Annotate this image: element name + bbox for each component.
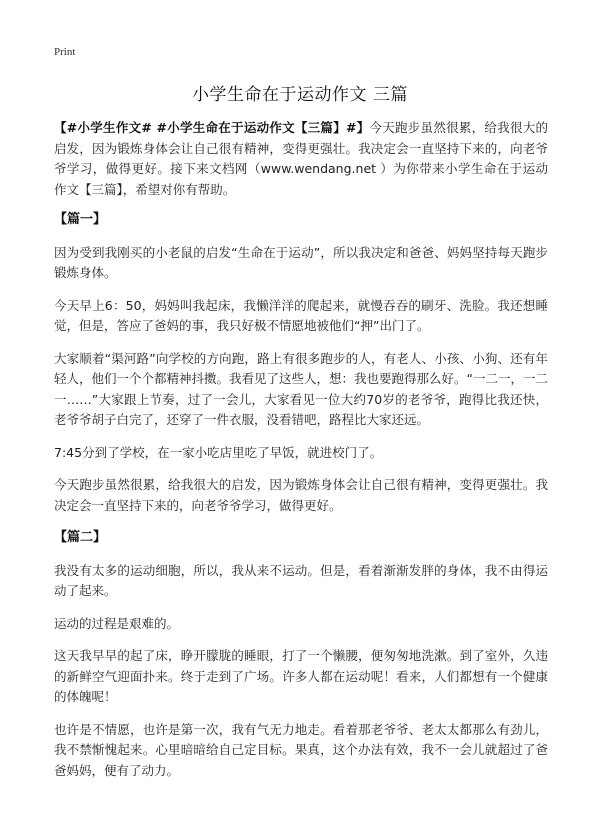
print-label: Print — [54, 46, 76, 58]
intro-text: 今天跑步虽然很累，给我很大的启发，因为锻炼身体会让自己很有精神，变得更强壮。我决定会一直坚持下来的，向老爷爷学习，做得更好。接下来文档网（www.wendang.net ）为你带来小学生命在于运动作文【三篇】，希望对你有帮助。 — [54, 120, 548, 197]
paragraph: 我没有太多的运动细胞，所以，我从来不运动。但是，看着渐渐发胖的身体，我不由得运动了起来。 — [54, 562, 548, 598]
document-title: 小学生命在于运动作文 三篇 — [192, 85, 408, 105]
paragraph: 今天早上6：50，妈妈叫我起床，我懒洋洋的爬起来，就慢吞吞的刷牙、洗脸。我还想睡觉，但是，答应了爸妈的事，我只好极不情愿地被他们“押”出门了。 — [54, 297, 548, 333]
paragraph: 运动的过程是艰难的。 — [54, 615, 180, 631]
paragraph: 这天我早早的起了床，睁开朦胧的睡眼，打了一个懒腰，便匆匆地洗漱。到了室外，久违的新鲜空气迎面扑来。终于走到了广场。许多人都在运动呢！看来，人们都想有一个健康的体魄呢！ — [54, 648, 548, 704]
paragraph: 7:45分到了学校，在一家小吃店里吃了早饭，就进校门了。 — [54, 444, 383, 460]
paragraph: 今天跑步虽然很累，给我很大的启发，因为锻炼身体会让自己很有精神，变得更强壮。我决定会一直坚持下来的，向老爷爷学习，做得更好。 — [54, 477, 548, 513]
intro-tags: 【#小学生作文# #小学生命在于运动作文【三篇】#】 — [54, 120, 370, 135]
section-heading-one: 【篇一】 — [54, 212, 107, 227]
paragraph: 大家顺着“渠河路”向学校的方向跑，路上有很多跑步的人，有老人、小孩、小狗、还有年轻人，他们一个个都精神抖擞。我看见了这些人，想：我也要跑得那么好。“一二一，一二一……”大家跟上节奏，过了一会儿，大家看见一位大约70岁的老爷爷，跑得比我还快，老爷爷胡子白完了，还穿了一件衣服，没看错吧，路程比大家还远。 — [54, 350, 548, 427]
section-heading-two: 【篇二】 — [54, 530, 107, 545]
paragraph: 因为受到我刚买的小老鼠的启发“生命在于运动”，所以我决定和爸爸、妈妈坚持每天跑步锻炼身体。 — [54, 244, 548, 280]
document-body — [54, 118, 548, 793]
intro-paragraph — [54, 118, 548, 200]
paragraph: 也许是不情愿，也许是第一次，我有气无力地走。看着那老爷爷、老太太都那么有劲儿，我不禁惭愧起来。心里暗暗给自己定目标。果真，这个办法有效，我不一会儿就超过了爸爸妈妈，便有了动力。 — [54, 721, 548, 778]
